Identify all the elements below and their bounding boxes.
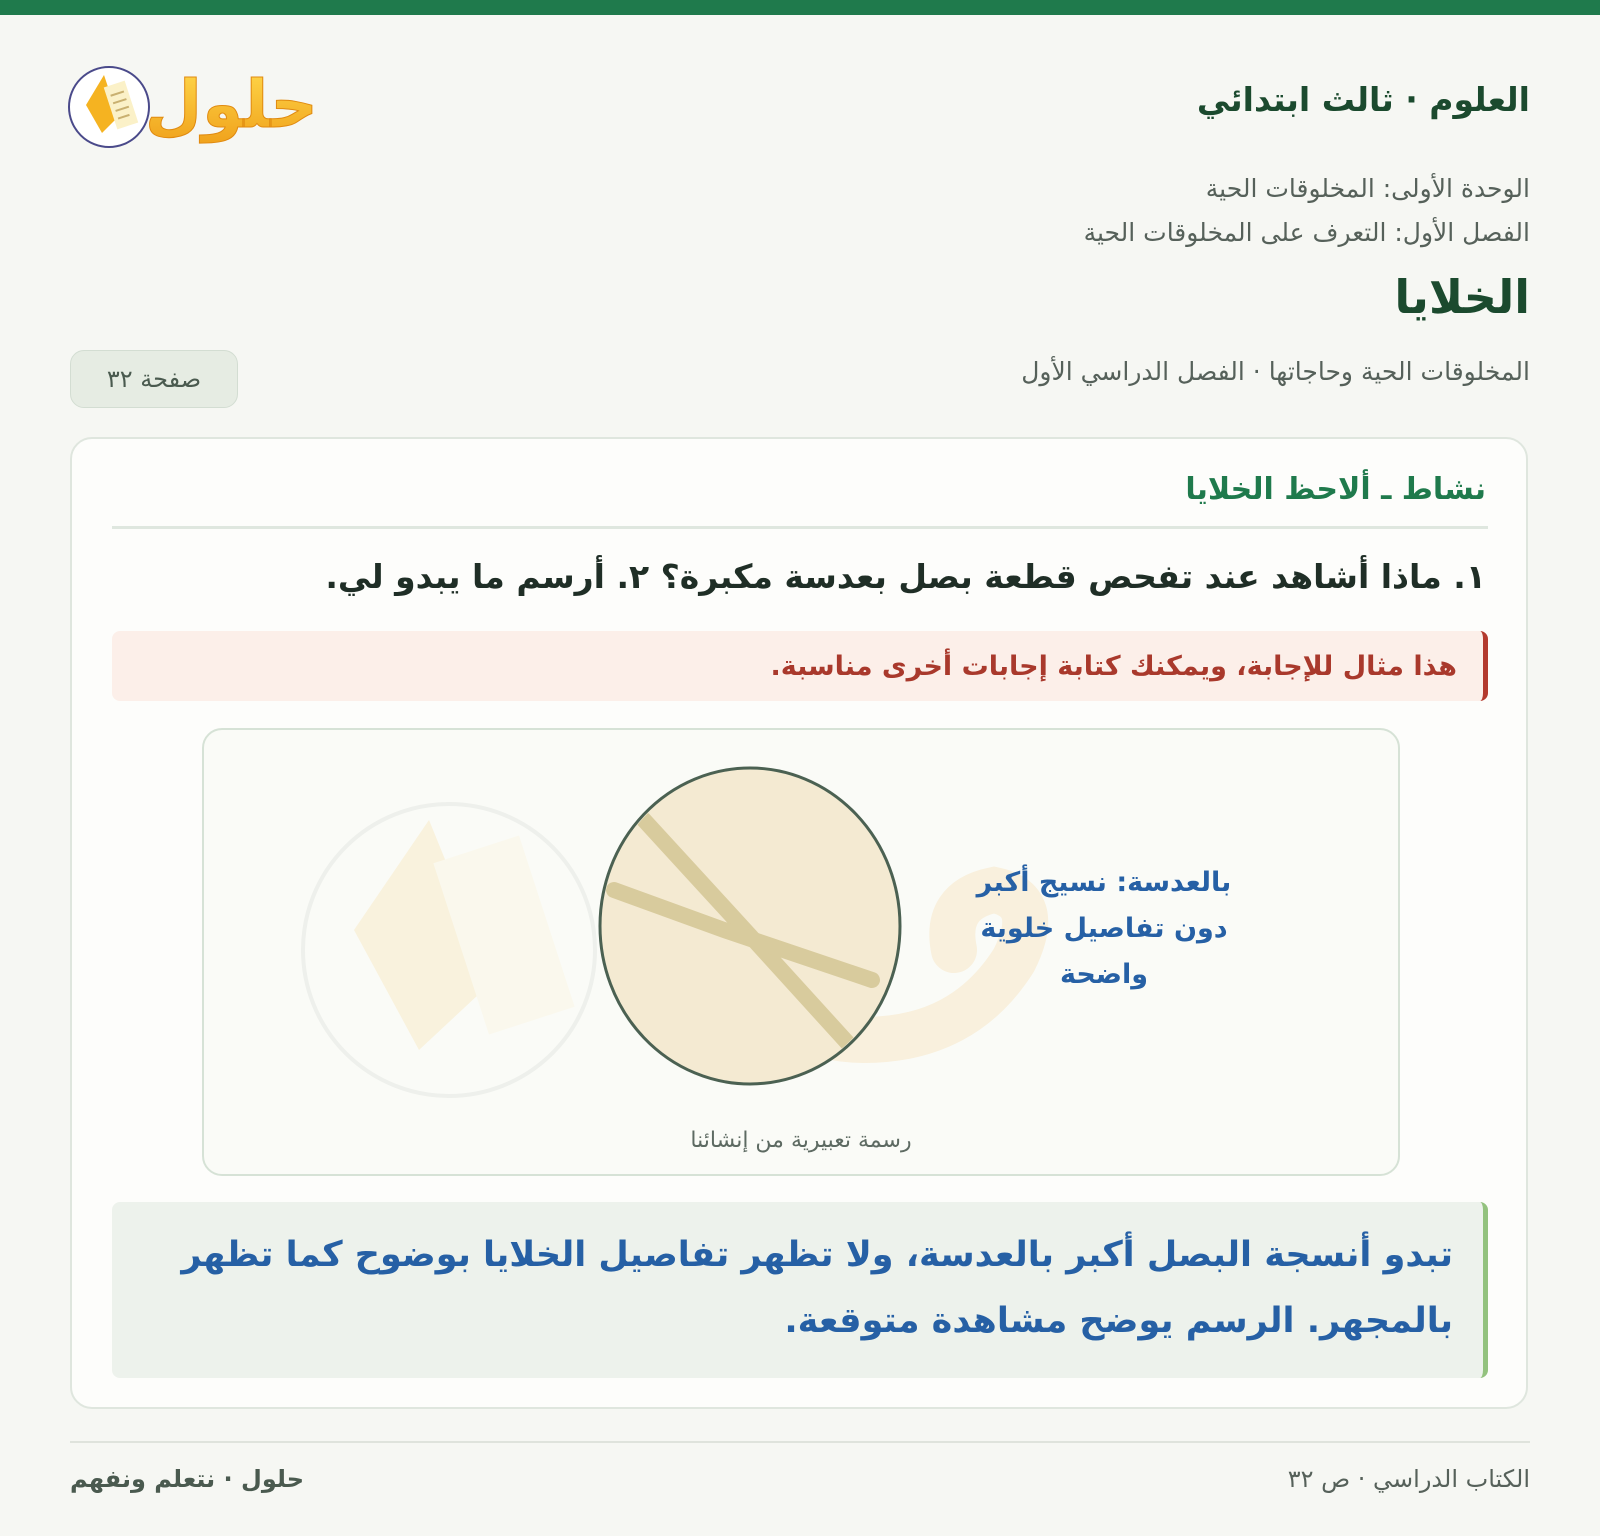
answer-note xyxy=(112,631,1488,701)
top-accent-bar xyxy=(0,0,1600,15)
lesson-title: الخلايا xyxy=(1394,270,1530,324)
figure-label-line: دون تفاصيل خلوية xyxy=(980,913,1228,944)
answer-line: تبدو أنسجة البصل أكبر بالعدسة، ولا تظهر تفاصيل الخلايا بوضوح كما تظهر xyxy=(181,1235,1453,1275)
answer-note-text: هذا مثال للإجابة، ويمكنك كتابة إجابات أخرى مناسبة. xyxy=(770,650,1457,682)
hulul-logo[interactable] xyxy=(68,45,333,157)
lesson-meta: المخلوقات الحية وحاجاتها · الفصل الدراسي الأول xyxy=(1021,357,1530,386)
logo-wordmark: حلول xyxy=(144,66,318,143)
question-text: ١. ماذا أشاهد عند تفحص قطعة بصل بعدسة مكبرة؟ ٢. أرسم ما يبدو لي. xyxy=(325,557,1486,596)
unit-title: الوحدة الأولى: المخلوقات الحية xyxy=(1205,174,1530,203)
footer-divider xyxy=(70,1441,1530,1443)
footer-brand: حلول · نتعلم ونفهم xyxy=(70,1465,304,1493)
page-badge: صفحة ٣٢ xyxy=(70,350,238,408)
answer-line: بالمجهر. الرسم يوضح مشاهدة متوقعة. xyxy=(784,1301,1453,1341)
activity-title: نشاط ـ ألاحظ الخلايا xyxy=(1185,472,1486,507)
figure-label-line: واضحة xyxy=(1060,959,1148,990)
chapter-title: الفصل الأول: التعرف على المخلوقات الحية xyxy=(1083,218,1530,247)
illustration-figure xyxy=(202,728,1400,1176)
figure-caption: رسمة تعبيرية من إنشائنا xyxy=(690,1128,912,1153)
footer-book-ref: الكتاب الدراسي · ص ٣٢ xyxy=(1287,1465,1530,1493)
divider xyxy=(112,526,1488,529)
activity-card xyxy=(70,437,1528,1409)
figure-label xyxy=(944,860,1264,998)
onion-tissue-circle xyxy=(600,768,900,1084)
answer-box xyxy=(112,1202,1488,1378)
figure-label-line: بالعدسة: نسيج أكبر xyxy=(976,867,1232,898)
subject-title: العلوم · ثالث ابتدائي xyxy=(1196,80,1530,119)
